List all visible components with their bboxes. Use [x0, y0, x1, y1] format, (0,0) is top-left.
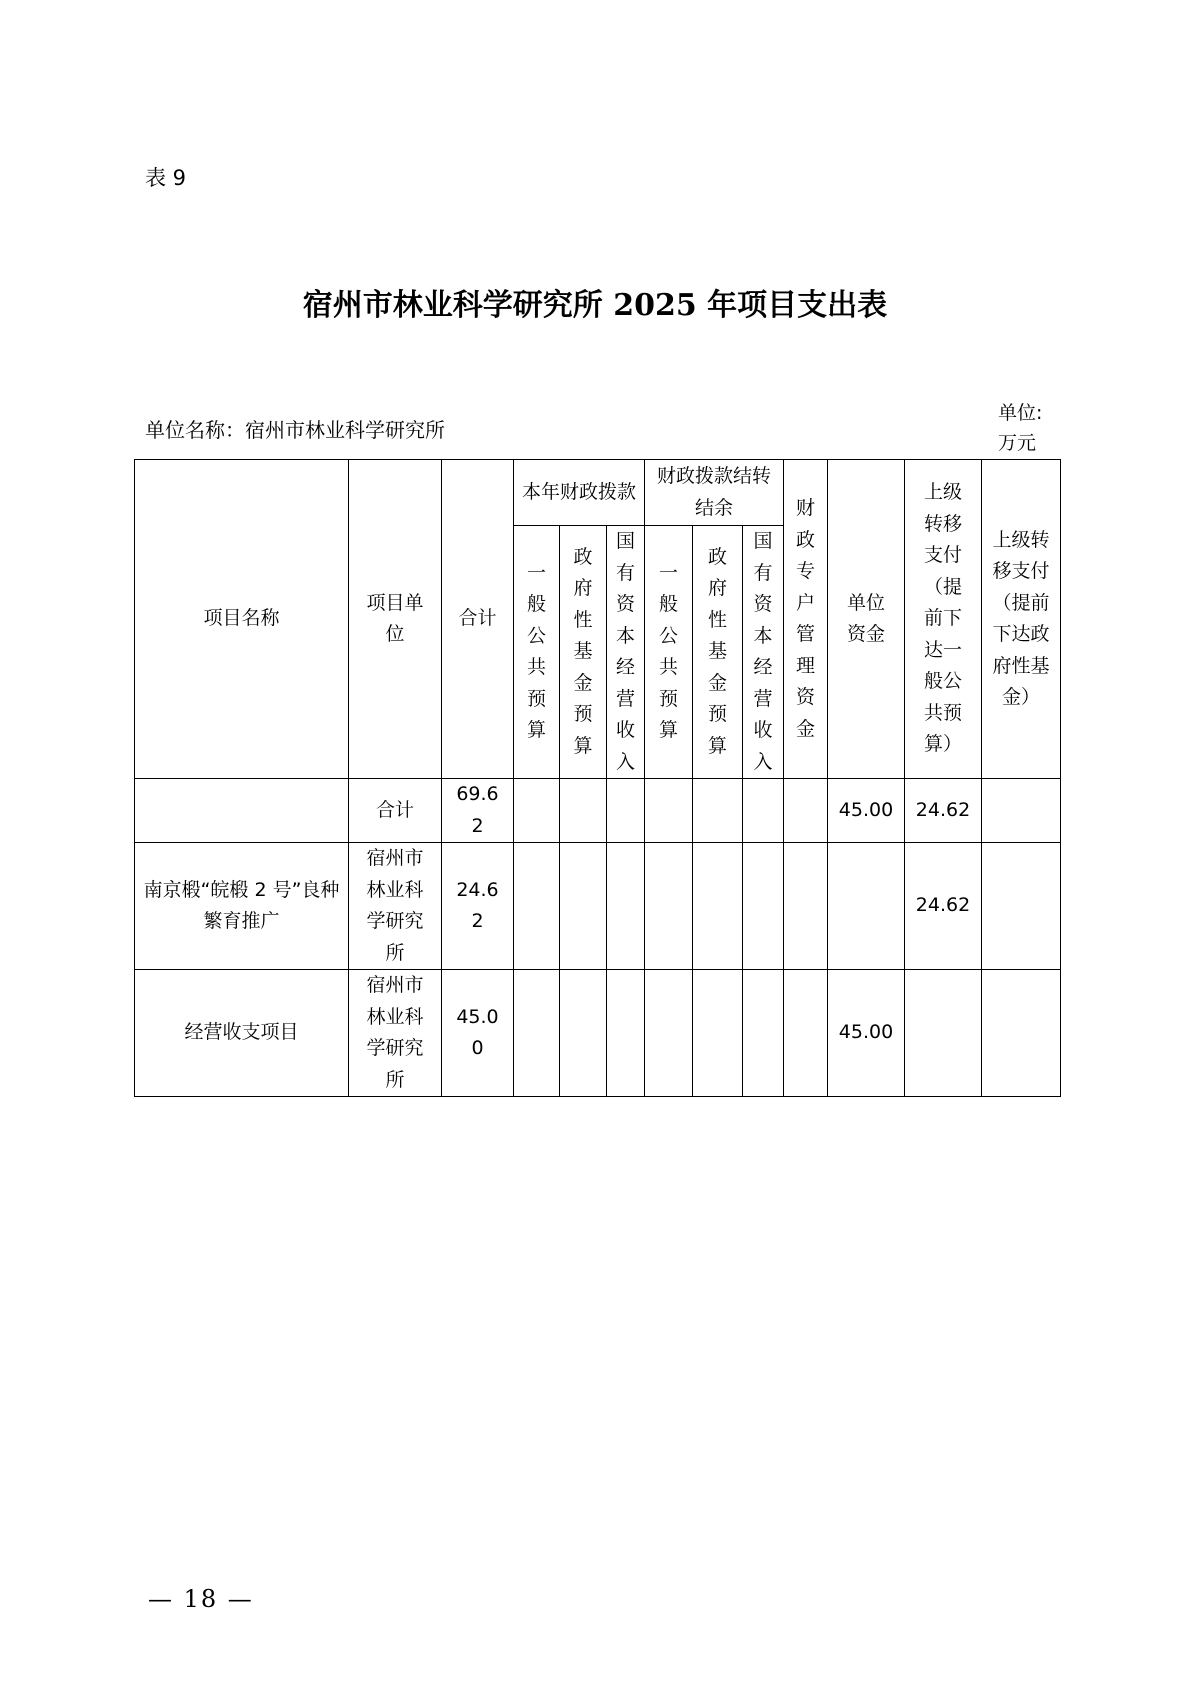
document-title: 宿州市林业科学研究所 2025 年项目支出表 — [302, 288, 888, 323]
row-unit-funds: 45.00 — [828, 970, 905, 1097]
row-total: 69.62 — [442, 779, 514, 843]
header-total: 合计 — [442, 460, 514, 779]
row-transfer-general-budget: 24.62 — [905, 779, 982, 843]
header-state-capital-income: 国有资本经营收入 — [607, 526, 645, 779]
row-unit-funds — [828, 843, 905, 970]
header-unit-funds: 单位资金 — [828, 460, 905, 779]
row-total: 45.00 — [442, 970, 514, 1097]
header-special-account-funds: 财政专户管理资金 — [784, 460, 828, 779]
table-row — [135, 779, 1061, 843]
header-project-name: 项目名称 — [135, 460, 349, 779]
row-transfer-general-budget: 24.62 — [905, 843, 982, 970]
header-project-unit: 项目单位 — [349, 460, 442, 779]
row-project-unit: 宿州市林业科学研究所 — [349, 970, 442, 1097]
row-project-unit: 合计 — [349, 779, 442, 843]
header-transfer-general-budget: 上级转移支付（提前下达一般公共预算） — [905, 460, 982, 779]
header-transfer-gov-fund: 上级转移支付（提前下达政府性基金） — [982, 460, 1061, 779]
header-carryover-gov-fund-budget: 政府性基金预算 — [693, 526, 743, 779]
currency-unit-label: 单位: 万元 — [998, 402, 1043, 454]
table-label: 表 9 — [145, 166, 187, 190]
table-row — [135, 970, 1061, 1097]
row-project-name — [135, 779, 349, 843]
page-number: — 18 — — [148, 1585, 254, 1613]
row-transfer-general-budget — [905, 970, 982, 1097]
project-expenditure-table — [134, 459, 1061, 1097]
row-unit-funds: 45.00 — [828, 779, 905, 843]
header-carryover-state-capital-income: 国有资本经营收入 — [743, 526, 784, 779]
header-carryover-general-budget: 一般公共预算 — [645, 526, 693, 779]
header-appropriation-carryover: 财政拨款结转结余 — [645, 460, 784, 526]
row-project-name: 经营收支项目 — [135, 970, 349, 1097]
unit-name: 单位名称：宿州市林业科学研究所 — [145, 418, 445, 442]
header-general-public-budget: 一般公共预算 — [514, 526, 560, 779]
row-total: 24.62 — [442, 843, 514, 970]
table-row — [135, 843, 1061, 970]
header-row-1 — [135, 460, 1061, 526]
row-project-unit: 宿州市林业科学研究所 — [349, 843, 442, 970]
header-gov-fund-budget: 政府性基金预算 — [560, 526, 607, 779]
row-project-name: 南京椴“皖椴 2 号”良种繁育推广 — [135, 843, 349, 970]
header-current-year-appropriation: 本年财政拨款 — [514, 460, 645, 526]
